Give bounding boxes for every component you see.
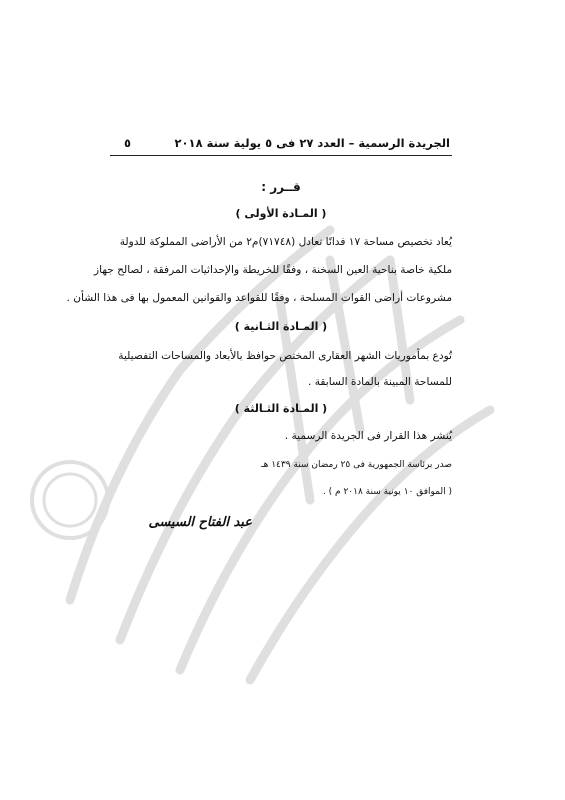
article-2-title: ( المـادة الثـانية ) (234, 320, 328, 333)
article-2-line: للمساحة المبينة بالمادة السابقة . (307, 376, 452, 388)
gazette-title: الجريدة الرسمية – العدد ٢٧ فى ٥ يولية سنة ٢٠١٨ (174, 136, 450, 150)
article-1-line: ملكية خاصة بناحية العين السخنة ، وفقًا للخريطة والإحداثيات المرفقة ، لصالح جهاز (93, 264, 452, 276)
page-header (110, 136, 450, 154)
issue-date: صدر برئاسة الجمهورية فى ٢٥ رمضان سنة ١٤٣٩ هـ (260, 460, 452, 470)
article-1-line: مشروعات أراضى القوات المسلحة ، وفقًا للقواعد والقوانين المعمول بها فى هذا الشأن . (66, 292, 452, 304)
article-1-title: ( المـادة الأولى ) (235, 207, 327, 220)
corresponding-date: ( الموافق ١٠ يونية سنة ٢٠١٨ م ) . (322, 487, 452, 497)
header-divider (110, 155, 452, 156)
page-number: ٥ (124, 136, 132, 150)
article-3-title: ( المـادة الثـالثة ) (234, 402, 328, 415)
article-2-line: تُودع بمأموريات الشهر العقارى المختص حوافظ بالأبعاد والمساحات التفصيلية (118, 350, 452, 362)
article-3-line: يُنشر هذا القرار فى الجريدة الرسمية . (284, 430, 452, 442)
signature: عبد الفتاح السيسى (148, 515, 252, 530)
article-1-line: يُعاد تخصيص مساحة ١٧ فدانًا تعادل (٧١٧٤٨)م٢ من الأراضى المملوكة للدولة (119, 236, 452, 248)
decree-heading: قــرر : (261, 180, 301, 194)
